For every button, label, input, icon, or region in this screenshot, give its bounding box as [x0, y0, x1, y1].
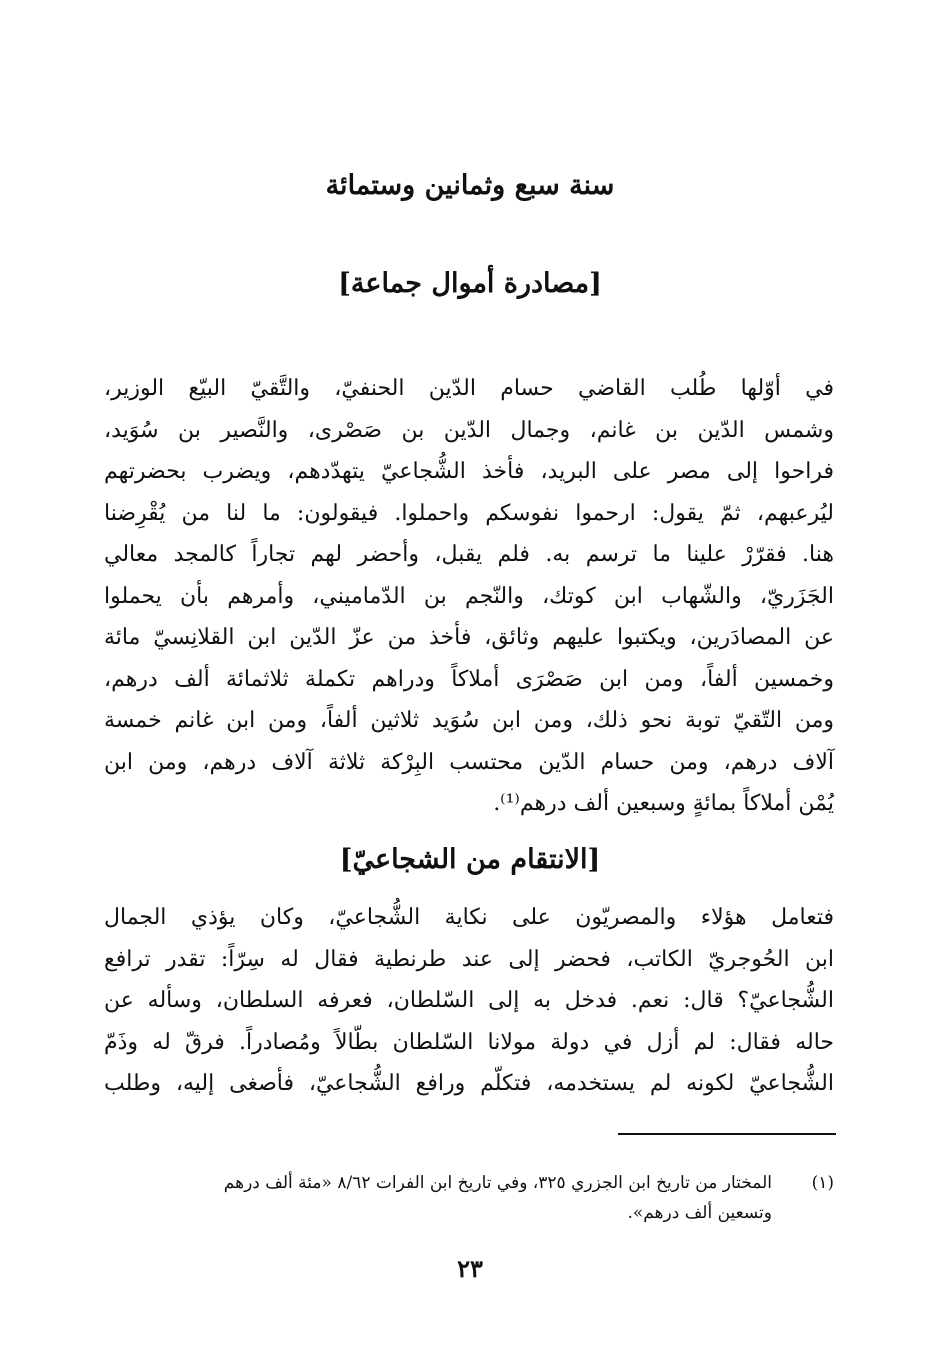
footnote — [104, 1168, 834, 1228]
text-line: وخمسين ألفاً، ومن ابن صَصْرَى أملاكاً ودراهم تكملة ثلاثمائة ألف درهم، — [104, 666, 834, 692]
text-line: ليُرعبهم، ثمّ يقول: ارحموا نفوسكم واحملوا. فيقولون: ما لنا من يُقْرِضنا — [104, 500, 834, 526]
text-line: ابن الحُوجريّ الكاتب، فحضر إلى عند طرنطية فقال له سِرّاً: تقدر ترافع — [104, 946, 834, 972]
footnote-marker: (١) — [811, 1173, 834, 1193]
footnote-line: المختار من تاريخ ابن الجزري ٣٢٥، وفي تاريخ ابن الفرات ٨/٦٢ «مئة ألف درهم — [223, 1173, 772, 1193]
text-line: الشُّجاعيّ؟ قال: نعم. فدخل به إلى السّلطان، فعرفه السلطان، وسأله عن — [104, 988, 834, 1013]
text-line: فراحوا إلى مصر على البريد، فأخذ الشُّجاعيّ يتهدّدهم، ويضرب بحضرتهم — [104, 459, 834, 484]
footnote-body — [104, 1168, 772, 1228]
section-heading-confiscation: [مصادرة أموال جماعة] — [338, 268, 602, 299]
text-line: آلاف درهم، ومن حسام الدّين محتسب البِرْكة ثلاثة آلاف درهم، ومن ابن — [104, 749, 834, 775]
text-line: فتعامل هؤلاء والمصريّون على نكاية الشُّجاعيّ، وكان يؤذي الجمال — [104, 905, 834, 930]
text-line: الشُّجاعيّ لكونه لم يستخدمه، فتكلّم ورافع الشُّجاعيّ، فأصغى إليه، وطلب — [104, 1071, 834, 1096]
text-line: الجَزَريّ، والشّهاب ابن كوتك، والنّجم بن الدّماميني، وأمرهم بأن يحملوا — [104, 583, 834, 609]
text-line: في أوّلها طُلب القاضي حسام الدّين الحنفيّ، والتَّقيّ البيّع الوزير، — [104, 376, 834, 401]
section-heading-revenge: [الانتقام من الشجاعيّ] — [339, 844, 601, 875]
footnote-line: وتسعين ألف درهم». — [627, 1203, 772, 1223]
text-line: ومن التّقيّ توبة نحو ذلك، ومن ابن سُوَيد ثلاثين ألفاً، ومن ابن غانم خمسة — [104, 708, 835, 733]
text-line: هنا. فقرّرْ علينا ما ترسم به. فلم يقبل، وأحضر لهم تجاراً كالمجد معالي — [104, 542, 834, 567]
text-line: وشمس الدّين بن غانم، وجمال الدّين بن صَصْرى، والنَّصير بن سُوَيد، — [104, 417, 834, 443]
page-number: ٢٣ — [457, 1254, 483, 1283]
footnote-divider — [618, 1133, 836, 1135]
year-title: سنة سبع وثمانين وستمائة — [325, 170, 615, 201]
paragraph-revenge — [104, 897, 834, 1105]
text-line: حاله فقال: لم أزل في دولة مولانا السّلطان بطّالاً ومُصادراً. فرقّ له وذَمّ — [104, 1029, 834, 1055]
text-line: يُمْن أملاكاً بمائةٍ وسبعين ألف درهم⁽¹⁾. — [493, 791, 834, 816]
text-line: عن المصادَرين، ويكتبوا عليهم وثائق، فأخذ من عزّ الدّين ابن القلانِسيّ مائة — [104, 625, 834, 650]
paragraph-confiscation — [104, 368, 834, 825]
